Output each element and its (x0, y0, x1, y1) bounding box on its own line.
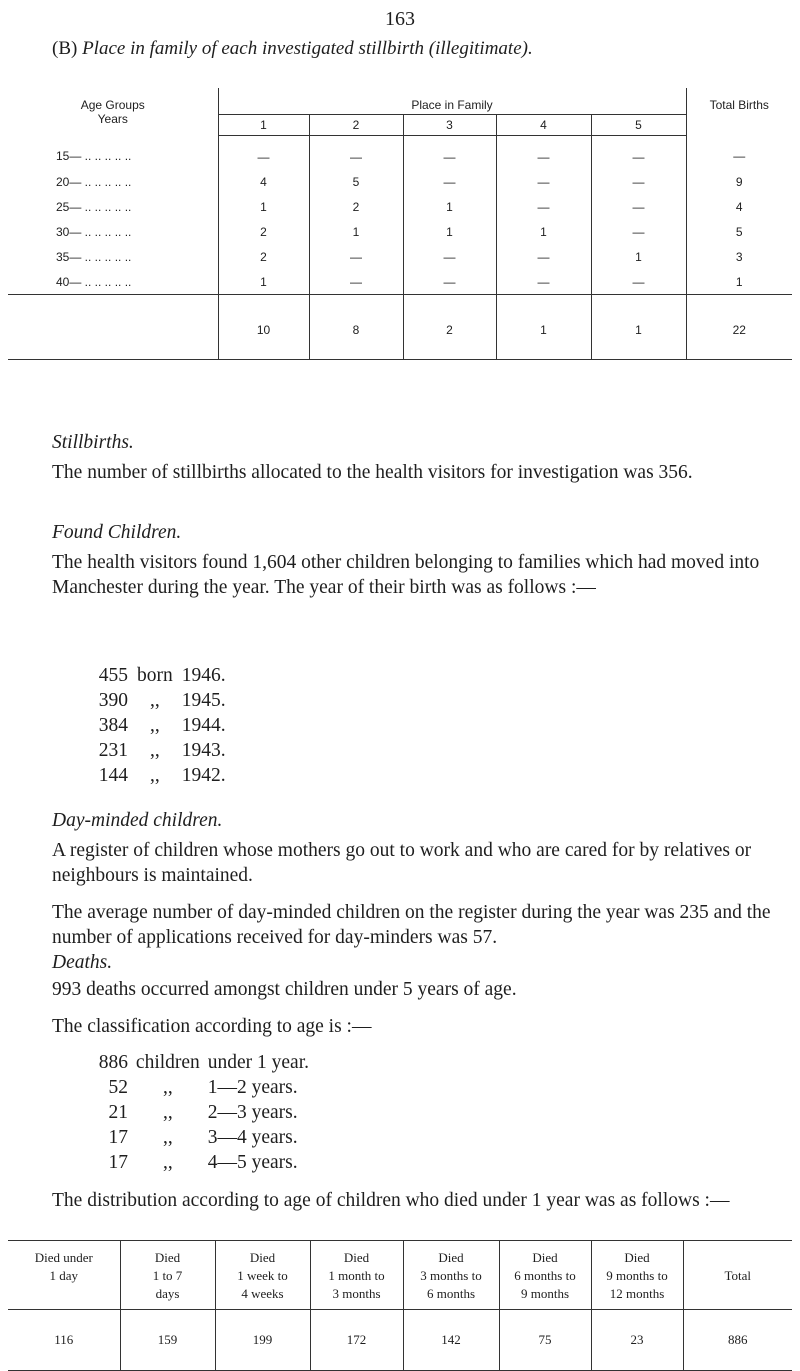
value-cell: 172 (310, 1310, 403, 1371)
stillbirth-table (8, 88, 792, 360)
distribution-paragraph: The distribution according to age of children who died under 1 year was as follows :— (52, 1190, 730, 1211)
column-header: Died 3 months to 6 months (403, 1241, 499, 1310)
list-item: 144 ,, 1942. (98, 765, 226, 786)
value-cell: 1 (591, 244, 686, 269)
total-value-cell: 1 (496, 295, 591, 360)
value-cell: 2 (218, 244, 309, 269)
caption-text: Place in family of each investigated stillbirth (illegitimate). (82, 38, 533, 59)
value-cell: — (403, 169, 496, 194)
value-cell: 142 (403, 1310, 499, 1371)
section-heading: Deaths. (52, 952, 113, 973)
value-cell: 23 (591, 1310, 683, 1371)
total-cell: — (686, 136, 792, 170)
table-caption (52, 38, 533, 60)
place-in-family-header: Place in Family (218, 88, 686, 115)
value-cell: — (496, 136, 591, 170)
paragraph: The number of stillbirths allocated to the health visitors for investigation was 356. (52, 462, 693, 483)
age-group-cell: 20— .. .. .. .. .. (56, 174, 132, 189)
table-row (8, 244, 792, 269)
value-cell: 1 (403, 194, 496, 219)
column-header: 1 (218, 115, 309, 136)
total-cell: 9 (686, 169, 792, 194)
value-cell: — (496, 194, 591, 219)
list-item: 886 children under 1 year. (98, 1052, 310, 1073)
list-item: 455 born 1946. (98, 665, 226, 686)
value-cell: 75 (499, 1310, 591, 1371)
table-row (8, 136, 792, 170)
value-cell: — (591, 136, 686, 170)
death-age-list (88, 1050, 309, 1175)
total-value-cell: 2 (403, 295, 496, 360)
column-header: Died 6 months to 9 months (499, 1241, 591, 1310)
age-group-cell: 40— .. .. .. .. .. (56, 274, 132, 289)
value-cell: — (309, 269, 403, 295)
age-group-cell: 30— .. .. .. .. .. (56, 224, 132, 239)
value-cell: — (496, 244, 591, 269)
value-cell: — (591, 219, 686, 244)
value-cell: 116 (8, 1310, 120, 1371)
value-cell: 1 (403, 219, 496, 244)
age-group-cell: 15— .. .. .. .. .. (56, 149, 132, 164)
list-item: 17 ,, 4—5 years. (108, 1152, 298, 1173)
list-item: 21 ,, 2—3 years. (108, 1102, 298, 1123)
value-cell: — (591, 169, 686, 194)
table-row (8, 1310, 792, 1371)
value-cell: 199 (215, 1310, 310, 1371)
column-header: 3 (403, 115, 496, 136)
found-children-section (52, 520, 772, 600)
paragraph: The health visitors found 1,604 other children belonging to families which had moved into Manchester during the year. The year of their birth was as follows :— (52, 552, 760, 598)
age-group-cell: 35— .. .. .. .. .. (56, 249, 132, 264)
total-value-cell: 8 (309, 295, 403, 360)
value-cell: 2 (218, 219, 309, 244)
value-cell: 159 (120, 1310, 215, 1371)
list-item: 231 ,, 1943. (98, 740, 226, 761)
column-header: Total (683, 1241, 792, 1310)
total-value-cell: 1 (591, 295, 686, 360)
day-minded-section (52, 808, 772, 950)
deaths-section (52, 950, 772, 1039)
value-cell: — (309, 136, 403, 170)
table-row (8, 194, 792, 219)
total-births-header: Total Births (686, 88, 792, 136)
value-cell: — (403, 136, 496, 170)
value-cell: 2 (309, 194, 403, 219)
section-heading: Found Children. (52, 522, 182, 543)
page-number: 163 (385, 8, 415, 30)
table-row (8, 169, 792, 194)
value-cell: 1 (496, 219, 591, 244)
value-cell: — (403, 244, 496, 269)
value-cell: — (591, 269, 686, 295)
value-cell: 1 (309, 219, 403, 244)
paragraph: The classification according to age is :— (52, 1016, 372, 1037)
value-cell: — (591, 194, 686, 219)
header-row (8, 1241, 792, 1310)
age-groups-header: Age Groups Years (80, 98, 145, 126)
column-header: Died 1 week to 4 weeks (215, 1241, 310, 1310)
column-header: Died under 1 day (8, 1241, 120, 1310)
list-item: 52 ,, 1—2 years. (108, 1077, 298, 1098)
birth-year-list (88, 663, 226, 788)
value-cell: — (218, 136, 309, 170)
total-cell: 886 (683, 1310, 792, 1371)
stillbirths-section (52, 430, 772, 485)
paragraph: The average number of day-minded children on the register during the year was 235 and the number of applications received for day-minders was 57. (52, 902, 771, 948)
infant-deaths-table (8, 1240, 792, 1371)
value-cell: — (496, 269, 591, 295)
grand-total-cell: 22 (686, 295, 792, 360)
section-heading: Day-minded children. (52, 810, 223, 831)
total-cell: 4 (686, 194, 792, 219)
caption-prefix: (B) (52, 38, 83, 59)
total-cell: 1 (686, 269, 792, 295)
paragraph: 993 deaths occurred amongst children under 5 years of age. (52, 979, 517, 1000)
column-header: 2 (309, 115, 403, 136)
table-row (8, 269, 792, 295)
totals-row (8, 295, 792, 360)
list-item: 390 ,, 1945. (98, 690, 226, 711)
value-cell: 1 (218, 269, 309, 295)
column-header: 4 (496, 115, 591, 136)
value-cell: 5 (309, 169, 403, 194)
list-item: 384 ,, 1944. (98, 715, 226, 736)
total-cell: 5 (686, 219, 792, 244)
column-header: Died 1 month to 3 months (310, 1241, 403, 1310)
age-group-cell: 25— .. .. .. .. .. (56, 199, 132, 214)
column-header: Died 1 to 7 days (120, 1241, 215, 1310)
column-header: 5 (591, 115, 686, 136)
paragraph: A register of children whose mothers go out to work and who are cared for by relatives or neighbours is maintained. (52, 840, 752, 886)
value-cell: — (309, 244, 403, 269)
value-cell: — (496, 169, 591, 194)
section-heading: Stillbirths. (52, 432, 134, 453)
list-item: 17 ,, 3—4 years. (108, 1127, 298, 1148)
value-cell: 1 (218, 194, 309, 219)
total-value-cell: 10 (218, 295, 309, 360)
value-cell: 4 (218, 169, 309, 194)
total-cell: 3 (686, 244, 792, 269)
table-row (8, 219, 792, 244)
value-cell: — (403, 269, 496, 295)
column-header: Died 9 months to 12 months (591, 1241, 683, 1310)
